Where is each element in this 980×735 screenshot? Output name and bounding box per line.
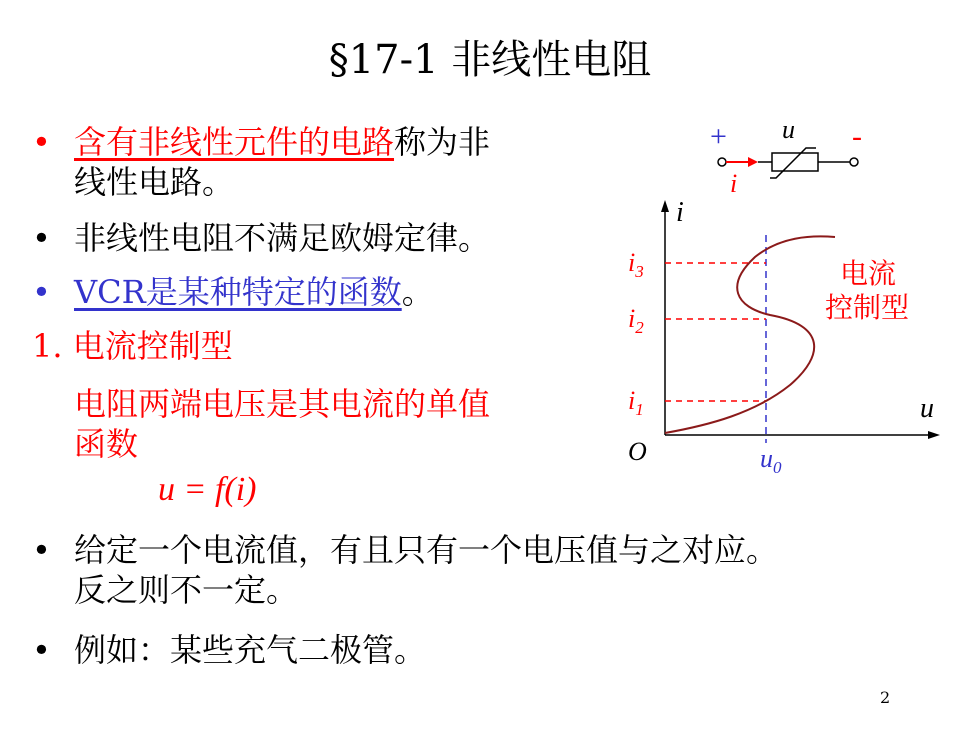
voltage-label: u	[782, 115, 795, 144]
x-axis-label: u	[920, 393, 934, 424]
bullet-3-underlined: VCR是某种特定的函数	[74, 273, 402, 311]
y-axis-arrow	[661, 200, 669, 212]
bullet-1-underlined: 含有非线性元件的电路	[74, 123, 395, 161]
bullet-4	[74, 530, 778, 610]
formula: u = f(i)	[158, 471, 257, 508]
iu-characteristic-graph	[610, 195, 950, 475]
section-desc-line1: 电阻两端电压是其电流的单值	[74, 385, 491, 423]
bullet-2: 非线性电阻不满足欧姆定律。	[74, 219, 491, 257]
bullet-3-rest: 。	[401, 273, 434, 311]
section-heading	[32, 326, 233, 366]
resistor-body	[772, 153, 818, 171]
bullet-5: 例如：某些充气二极管。	[74, 631, 427, 669]
bullet-4-line1: 给定一个电流值，有且只有一个电压值与之对应。	[74, 531, 779, 569]
x-axis-arrow	[928, 431, 940, 439]
bullet-3	[74, 272, 434, 312]
bullet-marker: •	[32, 531, 51, 569]
type-label-line2: 控制型	[825, 293, 910, 324]
i2-label: $i_2$	[628, 304, 644, 337]
bullet-1-cont: 线性电路。	[74, 163, 235, 201]
type-label-line1: 电流	[840, 259, 897, 290]
bullet-marker: •	[32, 123, 51, 161]
nonlinear-resistor-symbol	[700, 110, 880, 200]
i3-label: $i_3$	[628, 248, 644, 281]
i1-label: $i_1$	[628, 386, 644, 419]
section-desc-line2: 函数	[74, 425, 139, 463]
page-number: 2	[880, 688, 891, 707]
characteristic-curve	[665, 236, 835, 433]
bullet-1-rest: 称为非	[394, 123, 491, 161]
section-number: 1.	[32, 327, 63, 365]
current-arrow-head	[748, 157, 758, 167]
bullet-1	[74, 122, 594, 202]
right-terminal	[850, 158, 858, 166]
page-title: §17-1 非线性电阻	[328, 37, 652, 83]
bullet-marker: •	[32, 219, 51, 257]
current-label: i	[730, 169, 738, 198]
bullet-marker: •	[32, 631, 51, 669]
bullet-marker: •	[32, 273, 51, 311]
bullet-4-line2: 反之则不一定。	[74, 571, 299, 609]
minus-sign: -	[852, 120, 862, 153]
y-axis-label: i	[676, 197, 684, 228]
section-title: 电流控制型	[72, 327, 233, 365]
u0-label: $u_0$	[760, 444, 782, 475]
origin-label: O	[628, 437, 647, 466]
left-terminal	[718, 158, 726, 166]
plus-sign: +	[710, 120, 727, 153]
section-desc	[74, 384, 490, 464]
